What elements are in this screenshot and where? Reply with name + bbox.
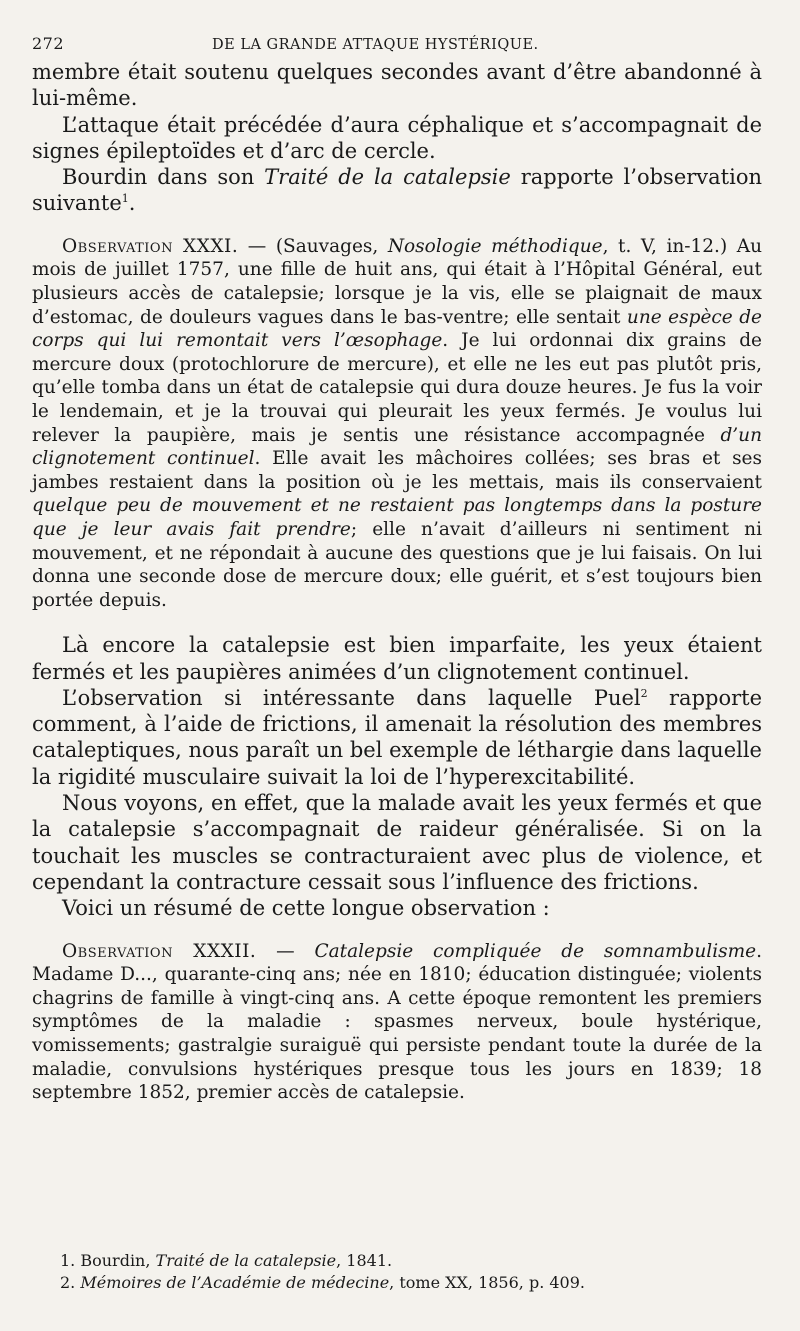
italic-run: Catalepsie compliquée de somnambulisme — [314, 940, 757, 962]
text-run: . Je lui ordonnai dix grains de mercure doux (protochlorure de mercure), et elle ne les eut pas plutôt pris, qu’elle tomba dans un état de catalepsie qui dura douze heures. Je fus la voir le lendemain, et je la trouvai qui pleurait les yeux fermés. Je voulus lui relever la paupière, mais je sentis une résistance accompagnée — [32, 330, 762, 446]
text-run: — — [256, 940, 315, 962]
running-title: DE LA GRANDE ATTAQUE HYSTÉRIQUE. — [212, 37, 539, 53]
text-run: , tome XX, 1856, p. 409. — [389, 1273, 585, 1292]
italic-run: Traité de la catalepsie — [155, 1251, 337, 1270]
italic-run: Nosologie méthodique — [387, 235, 603, 257]
observation-label: Observation XXXII. — [62, 940, 257, 962]
footnote-2 — [32, 1272, 760, 1294]
text-run: ; elle n’avait d’ailleurs ni sentiment ni mouvement, et ne répondait à aucune des questions que je lui faisais. On lui donna une seconde dose de mercure doux; elle guérit, et s’est toujours bien portée depuis. — [32, 518, 762, 611]
footnote-ref-1[interactable]: 1 — [121, 192, 129, 206]
text-run: rapporte comment, à l’aide de frictions, il amenait la résolution des membres cataleptiques, nous paraît un bel exemple de léthargie dans laquelle la rigidité musculaire suivait la loi de l’hyperexcitabilité. — [32, 685, 762, 789]
text-run: , 1841. — [336, 1251, 393, 1270]
page-number: 272 — [32, 34, 65, 53]
paragraph-6: Nous voyons, en effet, que la malade avait les yeux fermés et que la catalepsie s’accompagnait de raideur généralisée. Si on la touchait les muscles se contracturaient avec plus de violence, et cependant la contracture cessait sous l’influence des frictions. — [32, 791, 762, 894]
text-run: . Elle avait les mâchoires collées; ses bras et ses jambes restaient dans la position où je les mettais, mais ils conservaient — [32, 448, 763, 493]
italic-run: Mémoires de l’Académie de médecine — [80, 1273, 390, 1292]
text-run: L’observation si intéressante dans laquelle Puel — [62, 685, 641, 710]
italic-run: une espèce de corps qui lui remontait vers l’œsophage — [32, 306, 762, 352]
footnotes — [32, 1250, 760, 1294]
footnote-1 — [32, 1250, 760, 1272]
paragraph-3 — [32, 164, 762, 217]
text-run: , t. V, in-12.) Au mois de juillet 1757, une fille de huit ans, qui était à l’Hôpital Général, eut plusieurs accès de catalepsie; lorsque je la vis, elle se plaignait de maux d’estomac, de douleurs vagues dans le bas-ventre; elle sentait — [32, 235, 762, 328]
text-run: . — [128, 191, 136, 216]
paragraph-7: Voici un résumé de cette longue observation : — [62, 896, 550, 921]
paragraph-2: L’attaque était précédée d’aura céphalique et s’accompagnait de signes épileptoïdes et d’arc de cercle. — [32, 112, 762, 163]
running-head — [32, 34, 762, 53]
italic-run: quelque peu de mouvement et ne restaient pas longtemps dans la posture que je leur avais fait prendre — [32, 495, 762, 540]
text-run: 1. Bourdin, — [60, 1251, 156, 1270]
observation-31 — [32, 235, 762, 613]
italic-run: d’un clignotement continuel — [32, 424, 762, 470]
paragraph-5 — [32, 685, 762, 790]
paragraph-4: Là encore la catalepsie est bien imparfaite, les yeux étaient fermés et les paupières animées d’un clignotement continuel. — [32, 633, 762, 684]
text-run: 2. — [60, 1273, 81, 1292]
text-run: . Madame D..., quarante-cinq ans; née en 1810; éducation distinguée; violents chagrins de famille à vingt-cinq ans. A cette époque remontent les premiers symptômes de la maladie : spasmes nerveux, boule hystérique, vomissements; gastralgie suraiguë qui persiste pendant toute la durée de la maladie, convulsions hystériques presque tous les jours en 1839; 18 septembre 1852, premier accès de catalepsie. — [32, 940, 762, 1104]
observation-32 — [32, 940, 762, 1105]
text-run: rapporte l’observation suivante — [32, 165, 762, 216]
footnote-ref-2[interactable]: 2 — [640, 686, 648, 700]
observation-label: Observation XXXI. — [62, 235, 239, 257]
text-run: — (Sauvages, — [238, 235, 388, 257]
italic-run: Traité de la catalepsie — [264, 165, 511, 190]
text-run: Bourdin dans son — [62, 165, 265, 190]
paragraph-1: membre était soutenu quelques secondes avant d’être abandonné à lui-même. — [32, 60, 762, 111]
